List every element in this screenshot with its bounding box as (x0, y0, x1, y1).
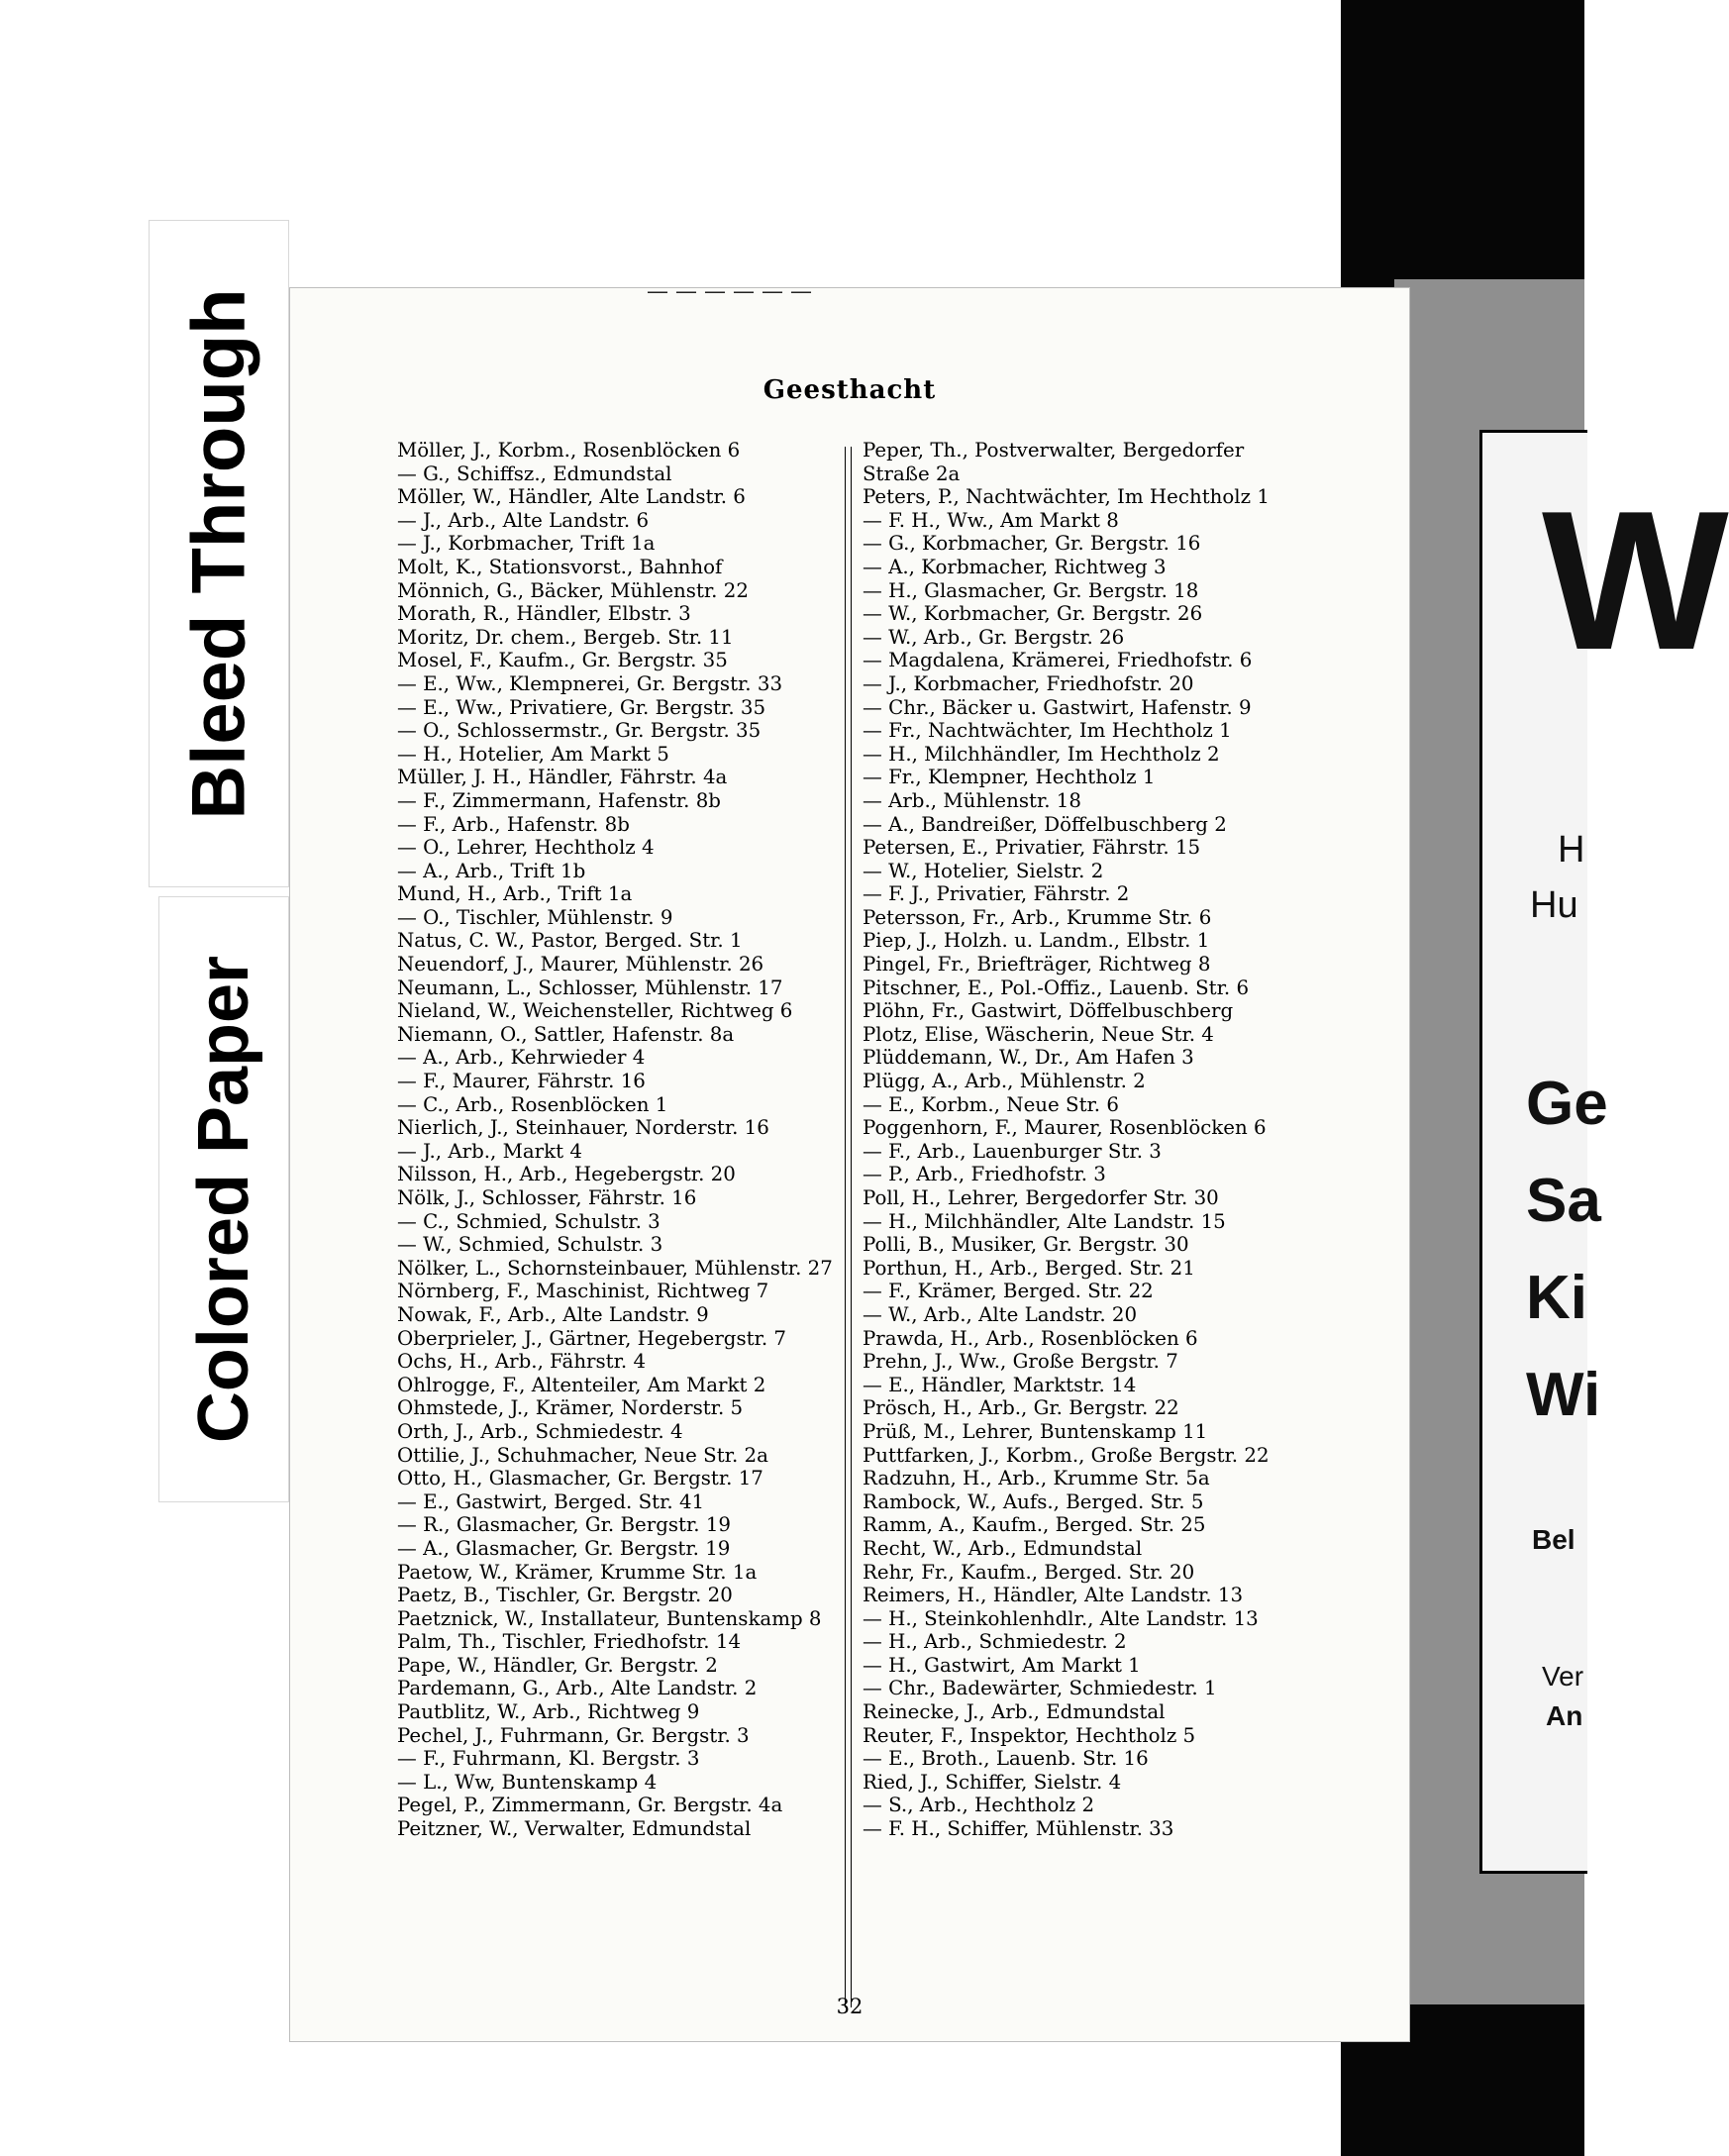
directory-entry: — Arb., Mühlenstr. 18 (863, 788, 1081, 812)
directory-entry: — G., Korbmacher, Gr. Bergstr. 16 (863, 532, 1201, 556)
directory-entry: Otto, H., Glasmacher, Gr. Bergstr. 17 (397, 1467, 763, 1490)
directory-entry: — F., Zimmermann, Hafenstr. 8b (397, 788, 721, 812)
directory-entry: Petersson, Fr., Arb., Krumme Str. 6 (863, 905, 1212, 929)
directory-entry: Niemann, O., Sattler, Hafenstr. 8a (397, 1022, 735, 1046)
directory-entry: Porthun, H., Arb., Berged. Str. 21 (863, 1256, 1195, 1280)
directory-entry: Prehn, J., Ww., Große Bergstr. 7 (863, 1350, 1178, 1374)
directory-entry: Nilsson, H., Arb., Hegebergstr. 20 (397, 1163, 736, 1186)
ad-fragment: H (1558, 829, 1585, 871)
directory-entry: Nierlich, J., Steinhauer, Norderstr. 16 (397, 1116, 769, 1140)
directory-entry: Peper, Th., Postverwalter, Bergedorfer (863, 439, 1245, 462)
directory-entry: — H., Glasmacher, Gr. Bergstr. 18 (863, 578, 1199, 602)
colored-paper-text: Colored Paper (184, 955, 263, 1444)
directory-entry: Piep, J., Holzh. u. Landm., Elbstr. 1 (863, 929, 1210, 953)
directory-entry: Mund, H., Arb., Trift 1a (397, 882, 633, 906)
directory-entry: — G., Schiffsz., Edmundstal (397, 462, 672, 485)
directory-entry: — A., Arb., Trift 1b (397, 859, 586, 882)
directory-entry: Straße 2a (863, 462, 961, 485)
ad-fragment: Bel (1532, 1524, 1576, 1555)
directory-entry: — C., Arb., Rosenblöcken 1 (397, 1092, 668, 1116)
directory-entry: Peitzner, W., Verwalter, Edmundstal (397, 1817, 752, 1841)
right-column (863, 439, 1377, 1841)
directory-entry: Reuter, F., Inspektor, Hechtholz 5 (863, 1723, 1196, 1747)
directory-entry: Palm, Th., Tischler, Friedhofstr. 14 (397, 1630, 742, 1654)
directory-entry: — O., Schlossermstr., Gr. Bergstr. 35 (397, 719, 762, 743)
directory-entry: — O., Tischler, Mühlenstr. 9 (397, 905, 673, 929)
directory-entry: Pardemann, G., Arb., Alte Landstr. 2 (397, 1677, 758, 1700)
ad-fragment: An (1546, 1700, 1583, 1731)
directory-entry: Oberprieler, J., Gärtner, Hegebergstr. 7 (397, 1326, 787, 1350)
directory-entry: Pautblitz, W., Arb., Richtweg 9 (397, 1700, 700, 1724)
directory-entry: Rambock, W., Aufs., Berged. Str. 5 (863, 1489, 1204, 1513)
directory-entry: — H., Arb., Schmiedestr. 2 (863, 1630, 1127, 1654)
directory-entry: Pitschner, E., Pol.-Offiz., Lauenb. Str. 6 (863, 975, 1250, 999)
directory-entry: Poll, H., Lehrer, Bergedorfer Str. 30 (863, 1186, 1219, 1209)
left-column (397, 439, 848, 1841)
directory-entry: — A., Arb., Kehrwieder 4 (397, 1046, 646, 1070)
directory-entry: — A., Bandreißer, Döffelbuschberg 2 (863, 812, 1227, 836)
directory-entry: — A., Glasmacher, Gr. Bergstr. 19 (397, 1536, 731, 1560)
directory-entry: Pechel, J., Fuhrmann, Gr. Bergstr. 3 (397, 1723, 750, 1747)
directory-entry: — C., Schmied, Schulstr. 3 (397, 1209, 661, 1233)
directory-entry: — J., Arb., Alte Landstr. 6 (397, 508, 650, 532)
directory-entry: Moritz, Dr. chem., Bergeb. Str. 11 (397, 625, 734, 649)
directory-entry: — S., Arb., Hechtholz 2 (863, 1794, 1095, 1817)
directory-entry: Paetznick, W., Installateur, Buntenskamp 8 (397, 1606, 822, 1630)
adjacent-advertisement (1479, 430, 1729, 1874)
directory-entry: Möller, W., Händler, Alte Landstr. 6 (397, 485, 746, 509)
page-title: Geesthacht (763, 375, 937, 405)
directory-entry: Neuendorf, J., Maurer, Mühlenstr. 26 (397, 953, 764, 976)
directory-entry: Reinecke, J., Arb., Edmundstal (863, 1700, 1166, 1724)
directory-entry: — W., Arb., Alte Landstr. 20 (863, 1302, 1138, 1326)
directory-entry: Pegel, P., Zimmermann, Gr. Bergstr. 4a (397, 1794, 783, 1817)
directory-entry: — A., Korbmacher, Richtweg 3 (863, 555, 1167, 578)
directory-entry: — F. H., Ww., Am Markt 8 (863, 508, 1119, 532)
directory-entry: — E., Gastwirt, Berged. Str. 41 (397, 1489, 705, 1513)
directory-entry: — W., Hotelier, Sielstr. 2 (863, 859, 1104, 882)
directory-entry: — E., Händler, Marktstr. 14 (863, 1373, 1137, 1396)
directory-entry: Plotz, Elise, Wäscherin, Neue Str. 4 (863, 1022, 1214, 1046)
directory-entry: Ohmstede, J., Krämer, Norderstr. 5 (397, 1396, 744, 1420)
directory-entry: Ochs, H., Arb., Fährstr. 4 (397, 1350, 647, 1374)
directory-entry: Pingel, Fr., Briefträger, Richtweg 8 (863, 953, 1211, 976)
directory-entry: — Chr., Bäcker u. Gastwirt, Hafenstr. 9 (863, 695, 1252, 719)
directory-entry: Prösch, H., Arb., Gr. Bergstr. 22 (863, 1396, 1179, 1420)
directory-entry: — F., Arb., Hafenstr. 8b (397, 812, 630, 836)
directory-entry: — E., Korbm., Neue Str. 6 (863, 1092, 1119, 1116)
directory-entry: Mönnich, G., Bäcker, Mühlenstr. 22 (397, 578, 749, 602)
directory-entry: Natus, C. W., Pastor, Berged. Str. 1 (397, 929, 743, 953)
directory-entry: Paetow, W., Krämer, Krumme Str. 1a (397, 1560, 758, 1584)
directory-entry: Möller, J., Korbm., Rosenblöcken 6 (397, 439, 741, 462)
directory-entry: — J., Korbmacher, Friedhofstr. 20 (863, 671, 1194, 695)
directory-entry: — J., Korbmacher, Trift 1a (397, 532, 656, 556)
ad-fragment: Sa (1526, 1167, 1601, 1235)
bleed-through-text: Bleed Through (176, 287, 261, 820)
directory-entry: Nölk, J., Schlosser, Fährstr. 16 (397, 1186, 697, 1209)
directory-entry: — O., Lehrer, Hechtholz 4 (397, 836, 655, 860)
directory-entry: — H., Milchhändler, Im Hechtholz 2 (863, 742, 1220, 766)
directory-entry: Prawda, H., Arb., Rosenblöcken 6 (863, 1326, 1198, 1350)
directory-entry: — L., Ww, Buntenskamp 4 (397, 1770, 658, 1794)
directory-entry: — H., Milchhändler, Alte Landstr. 15 (863, 1209, 1226, 1233)
directory-entry: Plügg, A., Arb., Mühlenstr. 2 (863, 1070, 1146, 1093)
directory-page (289, 279, 1410, 2042)
directory-entry: — E., Ww., Privatiere, Gr. Bergstr. 35 (397, 695, 766, 719)
directory-entry: Peters, P., Nachtwächter, Im Hechtholz 1 (863, 485, 1270, 509)
directory-entry: — F., Arb., Lauenburger Str. 3 (863, 1139, 1162, 1163)
directory-entry: — Fr., Klempner, Hechtholz 1 (863, 766, 1156, 789)
directory-entry: Ohlrogge, F., Altenteiler, Am Markt 2 (397, 1373, 766, 1396)
directory-entry: Molt, K., Stationsvorst., Bahnhof (397, 555, 723, 578)
directory-entry: — F., Maurer, Fährstr. 16 (397, 1070, 646, 1093)
directory-entry: — P., Arb., Friedhofstr. 3 (863, 1163, 1106, 1186)
directory-entry: — J., Arb., Markt 4 (397, 1139, 582, 1163)
directory-entry: Paetz, B., Tischler, Gr. Bergstr. 20 (397, 1584, 733, 1607)
directory-entry: — Chr., Badewärter, Schmiedestr. 1 (863, 1677, 1217, 1700)
bleed-through-mark: — — — — — — (647, 279, 812, 304)
directory-entry: Müller, J. H., Händler, Fährstr. 4a (397, 766, 728, 789)
directory-entry: Puttfarken, J., Korbm., Große Bergstr. 22 (863, 1443, 1270, 1467)
page-number: 32 (836, 1995, 864, 2018)
directory-entry: Petersen, E., Privatier, Fährstr. 15 (863, 836, 1201, 860)
directory-entry: Nörnberg, F., Maschinist, Richtweg 7 (397, 1280, 769, 1303)
directory-entry: Recht, W., Arb., Edmundstal (863, 1536, 1143, 1560)
directory-entry: — Magdalena, Krämerei, Friedhofstr. 6 (863, 649, 1253, 672)
colored-paper-label (158, 896, 289, 1502)
ad-fragment: Ge (1526, 1070, 1608, 1138)
directory-entry: — F. J., Privatier, Fährstr. 2 (863, 882, 1130, 906)
directory-entry: — F., Krämer, Berged. Str. 22 (863, 1280, 1154, 1303)
directory-entry: Polli, B., Musiker, Gr. Bergstr. 30 (863, 1233, 1189, 1257)
ad-fragment: Ver (1542, 1661, 1584, 1692)
directory-entry: Poggenhorn, F., Maurer, Rosenblöcken 6 (863, 1116, 1267, 1140)
directory-entry: — W., Schmied, Schulstr. 3 (397, 1233, 663, 1257)
directory-entry: Ramm, A., Kaufm., Berged. Str. 25 (863, 1513, 1206, 1537)
directory-entry: Pape, W., Händler, Gr. Bergstr. 2 (397, 1653, 718, 1677)
column-divider (845, 447, 852, 2007)
directory-entry: — F. H., Schiffer, Mühlenstr. 33 (863, 1817, 1174, 1841)
directory-entry: — E., Broth., Lauenb. Str. 16 (863, 1747, 1149, 1771)
directory-entry: — F., Fuhrmann, Kl. Bergstr. 3 (397, 1747, 700, 1771)
directory-entry: Mosel, F., Kaufm., Gr. Bergstr. 35 (397, 649, 728, 672)
ad-fragment: Ki (1526, 1264, 1587, 1332)
directory-entry: Neumann, L., Schlosser, Mühlenstr. 17 (397, 975, 783, 999)
directory-entry: — R., Glasmacher, Gr. Bergstr. 19 (397, 1513, 731, 1537)
directory-entry: Ried, J., Schiffer, Sielstr. 4 (863, 1770, 1122, 1794)
directory-entry: Ottilie, J., Schuhmacher, Neue Str. 2a (397, 1443, 768, 1467)
directory-entry: — H., Hotelier, Am Markt 5 (397, 742, 669, 766)
directory-entry: — E., Ww., Klempnerei, Gr. Bergstr. 33 (397, 671, 783, 695)
directory-entry: — H., Steinkohlenhdlr., Alte Landstr. 13 (863, 1606, 1259, 1630)
directory-entry: Orth, J., Arb., Schmiedestr. 4 (397, 1419, 683, 1443)
bleed-through-label (149, 220, 289, 887)
directory-entry: Nieland, W., Weichensteller, Richtweg 6 (397, 999, 793, 1023)
directory-entry: Reimers, H., Händler, Alte Landstr. 13 (863, 1584, 1244, 1607)
directory-entry: — W., Korbmacher, Gr. Bergstr. 26 (863, 602, 1203, 626)
ad-fragment: W (1542, 470, 1729, 691)
directory-entry: Nowak, F., Arb., Alte Landstr. 9 (397, 1302, 709, 1326)
ad-fragment: Hu (1530, 884, 1578, 926)
directory-entry: Rehr, Fr., Kaufm., Berged. Str. 20 (863, 1560, 1195, 1584)
directory-entry: Plüddemann, W., Dr., Am Hafen 3 (863, 1046, 1194, 1070)
directory-entry: — Fr., Nachtwächter, Im Hechtholz 1 (863, 719, 1232, 743)
directory-entry: — W., Arb., Gr. Bergstr. 26 (863, 625, 1125, 649)
directory-entry: Nölker, L., Schornsteinbauer, Mühlenstr. 27 (397, 1256, 833, 1280)
directory-entry: Radzuhn, H., Arb., Krumme Str. 5a (863, 1467, 1210, 1490)
directory-entry: Morath, R., Händler, Elbstr. 3 (397, 602, 691, 626)
directory-entry: — H., Gastwirt, Am Markt 1 (863, 1653, 1141, 1677)
directory-entry: Plöhn, Fr., Gastwirt, Döffelbuschberg (863, 999, 1234, 1023)
directory-entry: Prüß, M., Lehrer, Buntenskamp 11 (863, 1419, 1208, 1443)
ad-fragment: Wi (1526, 1361, 1601, 1429)
